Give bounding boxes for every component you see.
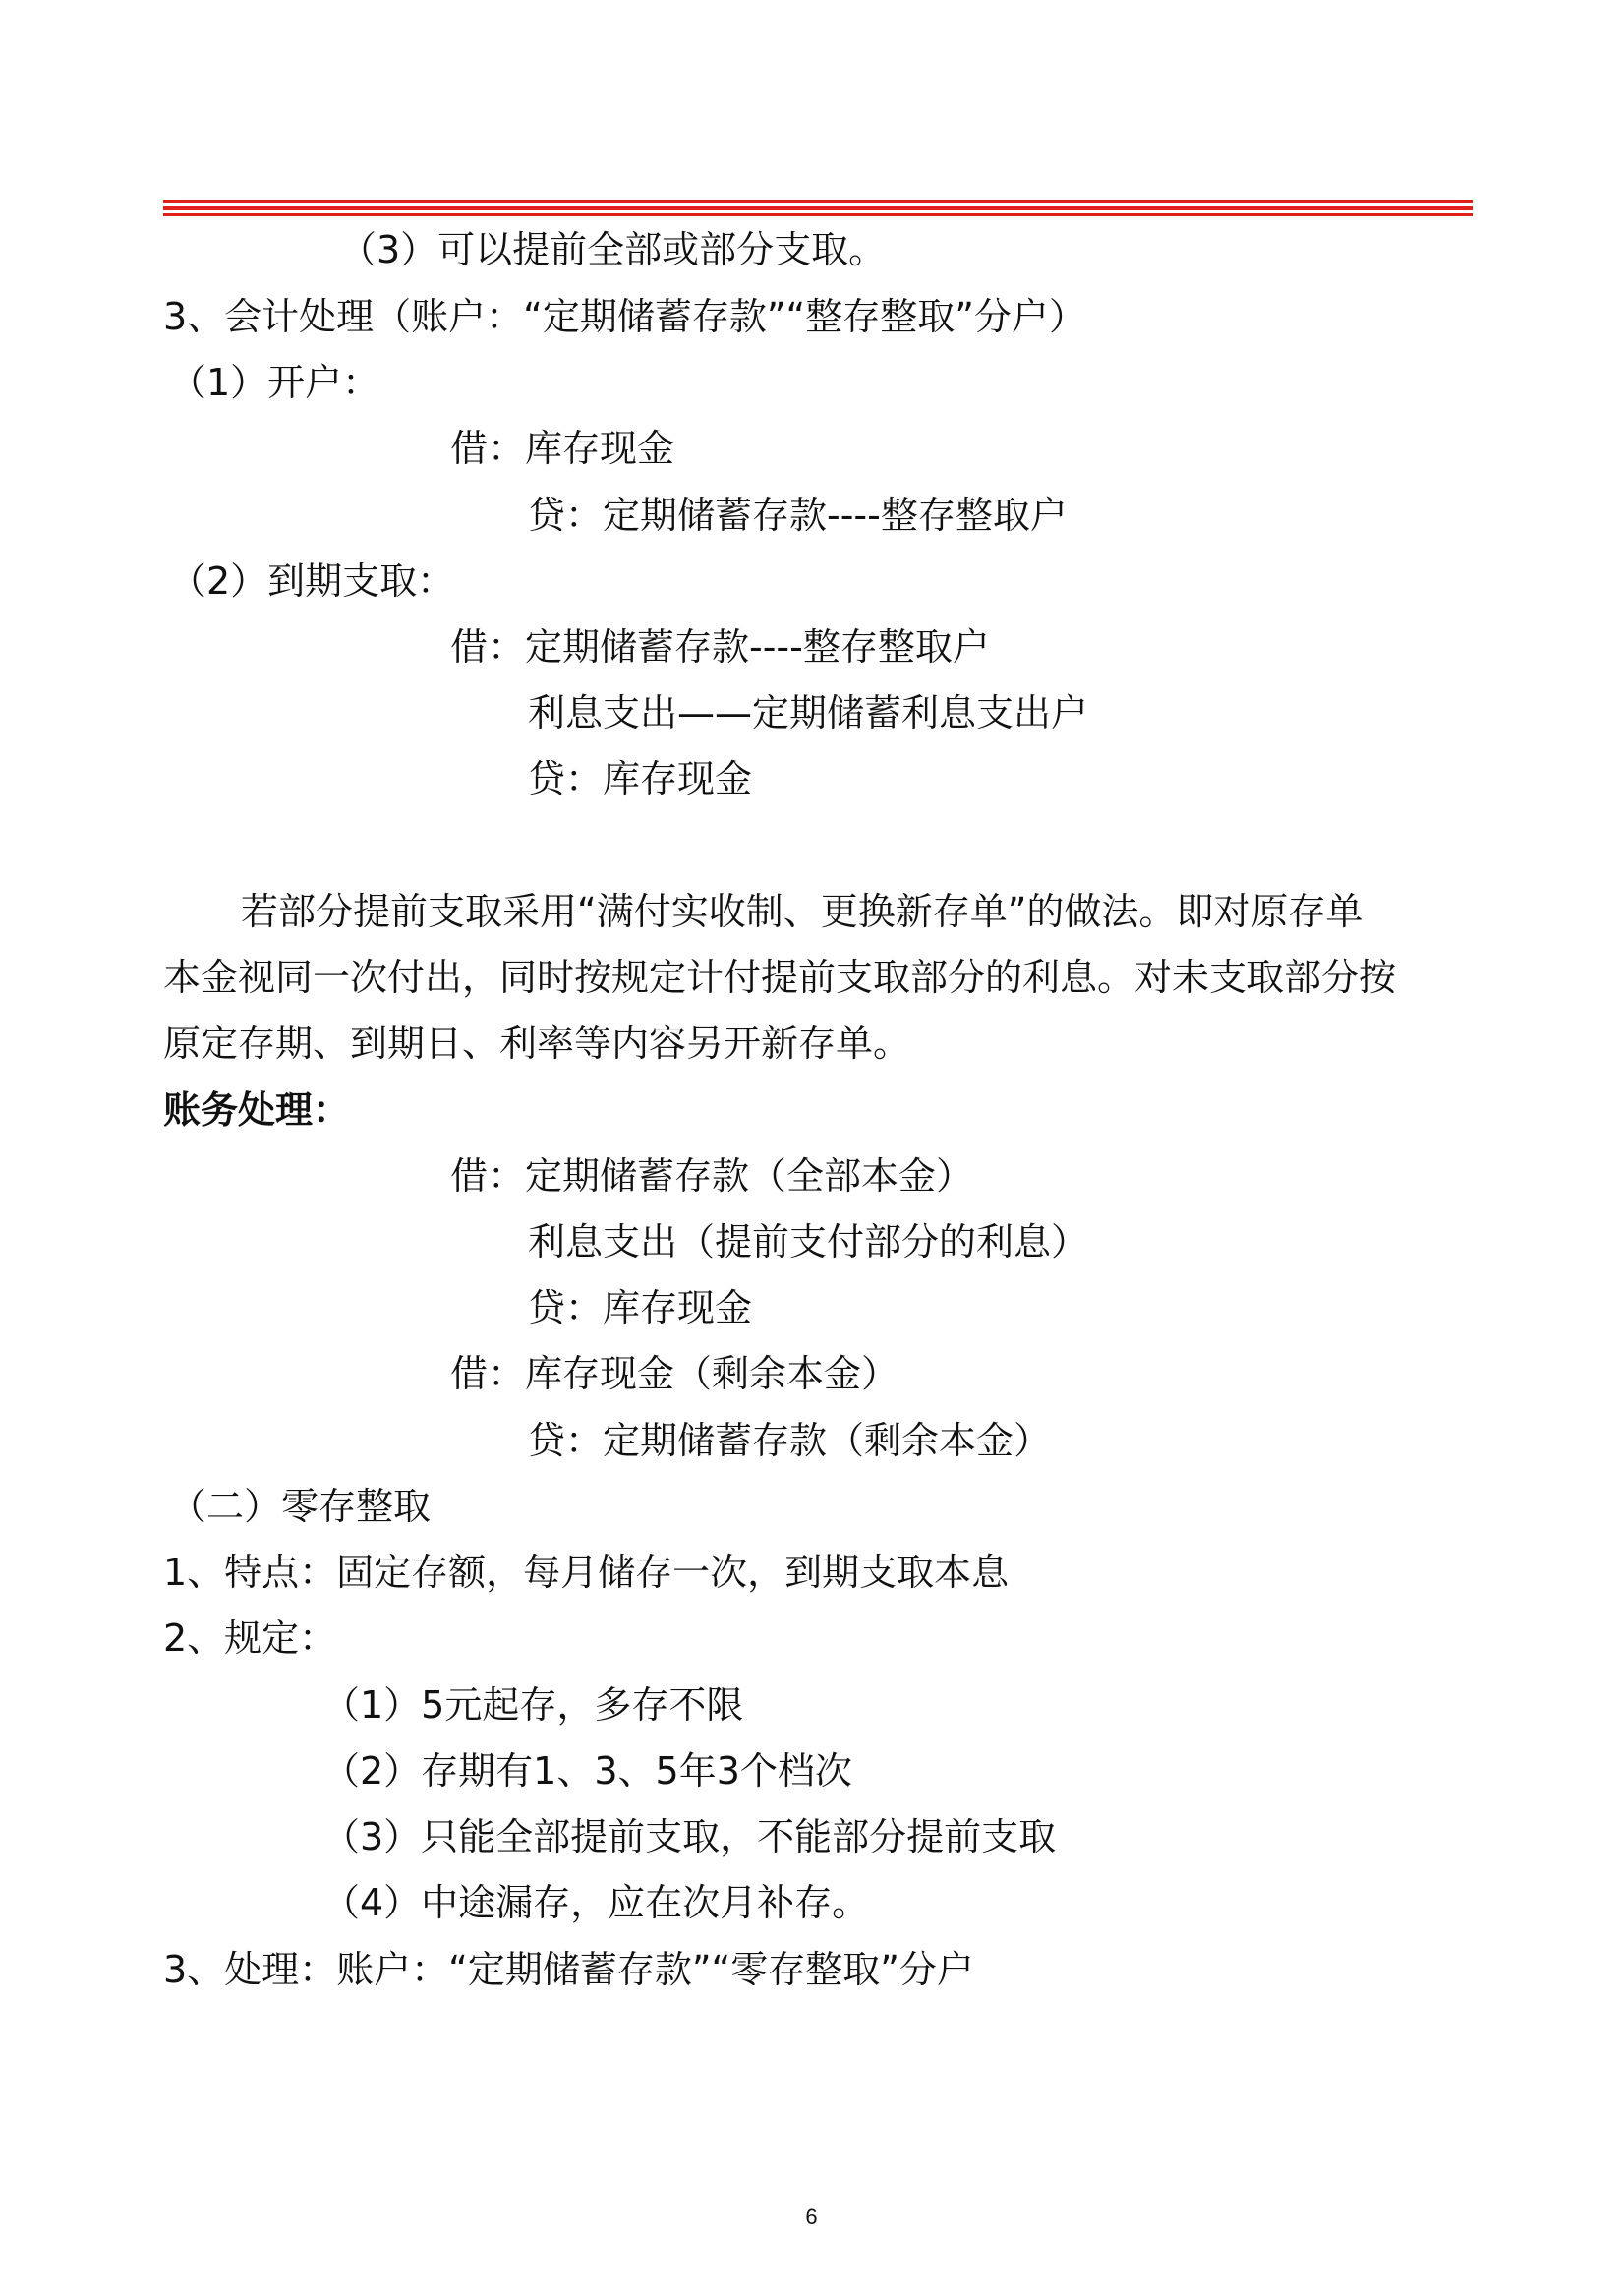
text-line: （3）可以提前全部或部分支取。 [339, 228, 887, 271]
text-line: 1、特点：固定存额，每月储存一次，到期支取本息 [163, 1551, 1010, 1594]
text-line: （2）到期支取： [169, 559, 455, 603]
credit-entry: 贷：库存现金 [528, 1286, 753, 1329]
paragraph-line: 若部分提前支取采用“满付实收制、更换新存单”的做法。即对原存单 [241, 890, 1363, 933]
section-heading: 3、会计处理（账户：“定期储蓄存款”“整存整取”分户） [163, 295, 1086, 338]
header-rule-middle [163, 206, 1473, 210]
paragraph-line: 原定存期、到期日、利率等内容另开新存单。 [163, 1022, 911, 1065]
paragraph-line: 本金视同一次付出，同时按规定计付提前支取部分的利息。对未支取部分按 [163, 956, 1397, 999]
list-item: （1）5元起存，多存不限 [322, 1683, 744, 1727]
debit-entry: 借：库存现金 [450, 427, 675, 470]
header-rule-top [163, 200, 1473, 203]
list-item: （3）只能全部提前支取，不能部分提前支取 [322, 1815, 1057, 1858]
header-rule-bottom [163, 213, 1473, 216]
section-heading: 账务处理： [163, 1089, 351, 1132]
credit-entry: 贷：定期储蓄存款（剩余本金） [528, 1419, 1052, 1462]
debit-entry: 借：定期储蓄存款（全部本金） [450, 1154, 974, 1198]
debit-entry: 利息支出——定期储蓄利息支出户 [528, 691, 1089, 735]
list-item: （4）中途漏存，应在次月补存。 [322, 1881, 870, 1924]
text-line: 2、规定： [163, 1617, 337, 1660]
section-heading: 3、处理：账户：“定期储蓄存款”“零存整取”分户 [163, 1948, 974, 1991]
text-line: （1）开户： [169, 361, 380, 404]
section-heading: （二）零存整取 [169, 1485, 432, 1528]
list-item: （2）存期有1、3、5年3个档次 [322, 1749, 852, 1793]
page-number: 6 [805, 2205, 818, 2229]
credit-entry: 贷：库存现金 [528, 757, 753, 800]
credit-entry: 贷：定期储蓄存款----整存整取户 [528, 494, 1068, 537]
debit-entry: 借：定期储蓄存款----整存整取户 [450, 625, 990, 669]
debit-entry: 借：库存现金（剩余本金） [450, 1352, 899, 1395]
debit-entry: 利息支出（提前支付部分的利息） [528, 1220, 1089, 1264]
